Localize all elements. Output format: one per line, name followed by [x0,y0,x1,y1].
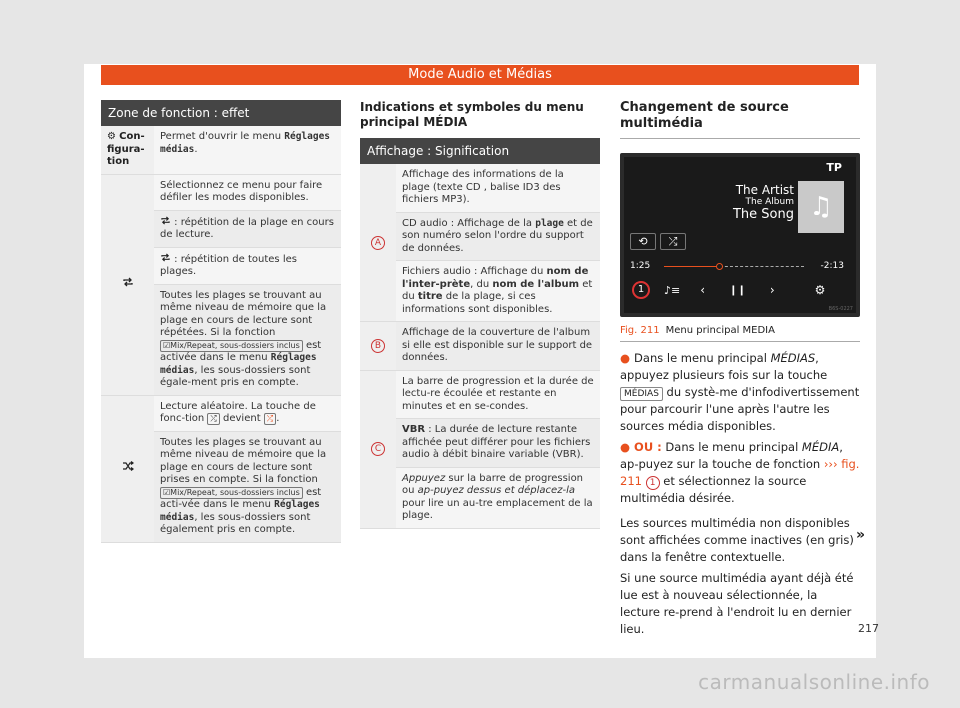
pause-icon[interactable]: ❙❙ [729,284,746,296]
infotainment-screen [624,157,856,313]
a-desc-3 [396,261,600,322]
a-desc-3-m2: et du [402,278,593,302]
mix-repeat-option-label: Mix/Repeat, sous-dossiers inclus [170,487,300,497]
elapsed-time: 1:25 [630,261,651,271]
page-number: 217 [858,622,879,635]
a-desc-3-b1: nom de l'inter-prète [402,266,589,290]
shuffle-off-icon: ⤮ [207,413,219,425]
figure-code: B6S-0227 [828,306,853,312]
function-table [101,100,341,543]
repeat-all-icon [160,253,171,262]
album-name: The Album [745,197,794,207]
p1-text: Dans le menu principal [634,351,771,365]
previous-icon[interactable]: ‹ [700,283,706,297]
table-row [360,322,600,371]
a-desc-3-text: Fichiers audio : Affichage du [402,266,547,277]
symbols-table-heading: Affichage : Signification [360,138,600,164]
source-change-title: Changement de source multimédia [620,100,860,139]
table-row [360,419,600,468]
p1-end: du systè-me d'infodivertissement pour parcourir l'une après l'autre les sources média disponibles. [620,385,860,433]
repeat-desc-4-text: Toutes les plages se trouvant au même niveau de mémoire que la plage en cours de lecture sont répétées. Si la fonction [160,289,327,338]
track-info [704,183,794,222]
shuffle-on-icon: ⤮ [264,413,276,425]
paragraph-3: Les sources multimédia non disponibles sont affichées comme inactives (en gris) dans la fenêtre contextuelle. [620,516,854,564]
figure-caption-text: Menu principal MEDIA [665,325,775,336]
remaining-time: -2:13 [820,261,844,271]
paragraph-1 [620,350,860,435]
a-desc-3-b3: titre [417,291,443,302]
repeat-desc-1: Sélectionnez ce menu pour faire défiler les modes disponibles. [154,174,341,210]
bullet-icon: ● [620,440,631,454]
shuffle-desc-1 [154,395,341,431]
repeat-desc-3-text: : répétition de toutes les plages. [160,253,297,277]
repeat-desc-2-text: : répétition de la plage en cours de lecture. [160,216,334,240]
callout-b: B [371,339,385,353]
function-bar [624,279,856,301]
repeat-desc-3 [154,247,341,284]
song-name: The Song [732,207,794,222]
source-change-column [620,100,860,638]
config-key-cell [101,126,154,174]
c-desc-2-end: : La durée de lecture restante affichée peut différer pour les fichiers audio à débit binaire variable (VBR). [402,424,591,460]
mix-repeat-option: ☑Mix/Repeat, sous-dossiers inclus [160,340,303,352]
tp-label: TP [826,161,842,174]
p1-italic: MÉDIAS [770,351,816,365]
table-row [101,174,341,210]
table-row [360,467,600,528]
bullet-icon: ● [620,351,631,365]
shuffle-desc-1-end: . [276,413,280,424]
paragraph-4: Si une source multimédia ayant déjà été lue est à nouveau sélectionnée, la lecture re-prend à l'endroit lu en dernier lieu. [620,571,854,636]
config-desc-end: . [194,143,198,155]
repeat-desc-4-menu: Réglages médias [160,352,317,376]
shuffle-desc-2-menu: Réglages médias [160,499,320,523]
progress-fill [664,266,720,267]
repeat-icon [122,277,134,287]
shuffle-desc-1-mid: devient [219,413,264,424]
figure-caption [620,323,860,342]
a-desc-2-mono: plage [535,217,564,229]
a-desc-3-b2: nom de l'album [492,278,580,290]
album-cover: ♫ [798,181,844,233]
table-heading: Zone de fonction : effet [101,100,341,126]
p2-text: Dans le menu principal [661,440,802,454]
page-header: Mode Audio et Médias [101,65,859,85]
mix-repeat-option-label: Mix/Repeat, sous-dossiers inclus [170,340,300,350]
label-b-cell [360,322,396,371]
p2-end: et sélectionnez la source multimédia désirée. [620,474,807,505]
shuffle-desc-2-mid: est acti-vée dans le menu [160,486,322,510]
repeat-desc-4-mid: est activée dans le menu [160,339,322,363]
medias-key-label: MÉDIAS [620,387,663,401]
c-desc-3-m: sur la barre de progression ou [402,472,584,496]
media-screen-figure [620,153,860,317]
mix-repeat-option: ☑Mix/Repeat, sous-dossiers inclus [160,487,303,499]
c-desc-1: La barre de progression et la durée de lectu-re écoulée et restante en minutes et en se-condes. [396,370,600,419]
repeat-key-cell [101,174,154,395]
shuffle-desc-2 [154,431,341,542]
a-desc-2-text: CD audio : Affichage de la [402,217,536,229]
gear-icon: ⚙ [107,131,116,142]
progress-knob[interactable] [716,263,723,270]
c-desc-3-i2: ap-puyez dessus et déplacez-la [417,485,575,496]
symbols-column [360,100,600,529]
shuffle-desc-2-text: Toutes les plages se trouvant au même niveau de mémoire que la plage en cours de lecture sont prises en compte. Si la fonction [160,436,327,485]
a-desc-2 [396,212,600,261]
config-desc [154,126,341,174]
repeat-desc-2 [154,210,341,247]
continue-marker: » [856,527,866,543]
config-label: Con- figura- tion [107,131,145,167]
settings-icon[interactable]: ⚙ [814,283,826,297]
c-desc-3-i: Appuyez [402,472,446,484]
c-desc-3-end: pour lire un au-tre emplacement de la plage. [402,497,593,521]
artist-name: The Artist [735,183,794,197]
shuffle-button[interactable]: ⤮ [660,233,686,250]
repeat-desc-4-end: , les sous-dossiers sont égale-ment pris en compte. [160,364,311,388]
c-desc-3 [396,467,600,528]
p2-mid: , ap-puyez sur la touche de fonction [620,440,843,471]
table-row [101,126,341,174]
paragraph-2 [620,439,860,507]
callout-c: C [371,442,385,456]
c-desc-2 [396,419,600,468]
label-c-cell [360,370,396,528]
table-row [360,212,600,261]
a-desc-2-end: et de son numéro selon l'ordre du support de données. [402,217,593,254]
table-row [360,261,600,322]
config-desc-menu: Réglages médias [160,131,331,155]
shuffle-icon [122,461,134,471]
shuffle-key-cell [101,395,154,542]
repeat-desc-4 [154,284,341,395]
table-row [101,395,341,431]
p1-mid: , appuyez plusieurs fois sur la touche [620,351,828,382]
c-desc-2-b: VBR [402,424,426,435]
repeat-one-icon [160,216,171,225]
a-desc-1: Affichage des informations de la plage (texte CD , balise ID3 des fichiers MP3). [396,164,600,212]
progress-bar[interactable] [664,266,804,267]
p2-ou: OU : [634,440,662,454]
watermark: carmanualsonline.info [698,670,930,694]
symbols-title: Indications et symboles du menu principal MÉDIA [360,100,584,129]
callout-a: A [371,236,385,250]
p2-italic: MÉDIA [801,440,840,454]
config-desc-text: Permet d'ouvrir le menu [160,131,285,142]
figure-number: Fig. 211 [620,325,660,336]
playlist-icon[interactable]: ♪≡ [664,283,681,297]
shuffle-desc-1-text: Lecture aléatoire. La touche de fonc-tion [160,400,316,424]
next-icon[interactable]: › [769,283,775,297]
b-desc-1: Affichage de la couverture de l'album si elle est disponible sur le support de données. [396,322,600,371]
callout-1: 1 [646,476,660,490]
symbols-table [360,138,600,529]
table-row [360,164,600,212]
marker-1: 1 [632,281,650,299]
function-table-column [101,100,341,543]
shuffle-desc-2-end: , les sous-dossiers sont également pris en compte. [160,511,311,535]
a-desc-3-m1: , du [470,278,493,290]
figure-reference-link[interactable]: ››› fig. 211 [620,457,860,488]
label-a-cell [360,164,396,322]
a-desc-3-end: de la plage, si ces informations sont disponibles. [402,291,553,315]
repeat-button[interactable]: ⟲ [630,233,656,250]
table-row [360,370,600,419]
